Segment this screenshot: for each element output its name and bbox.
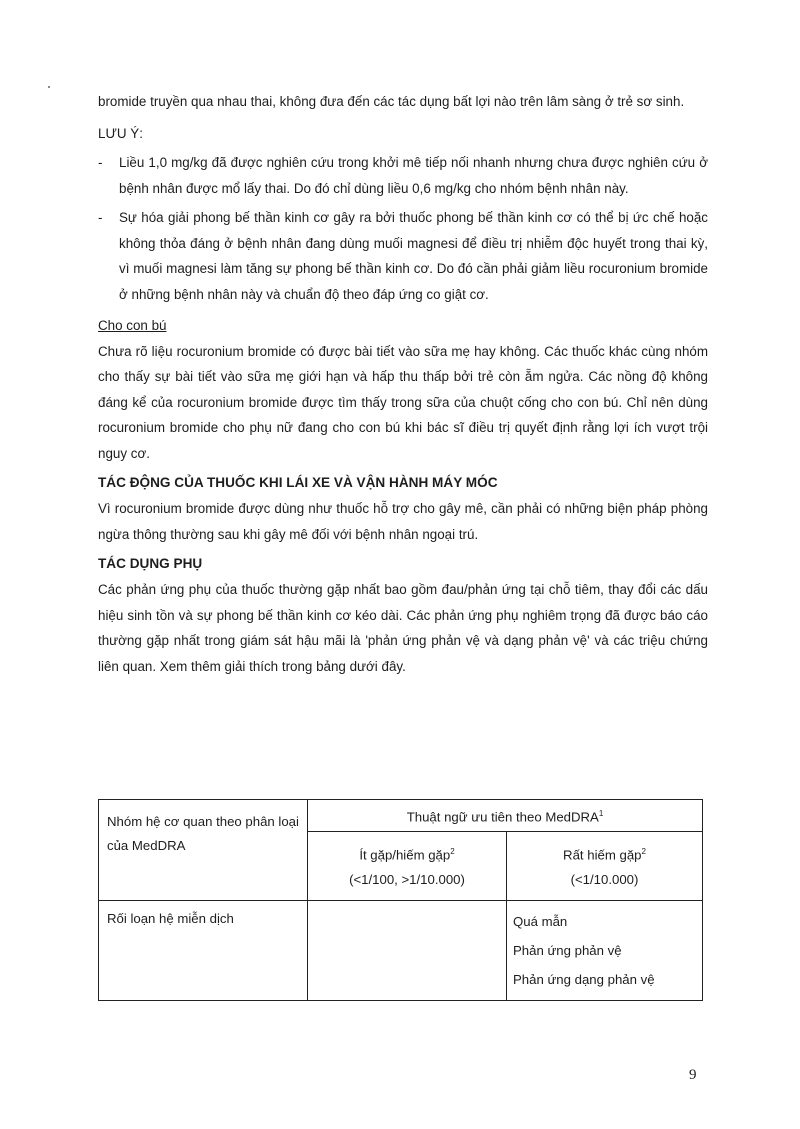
list-item: Phản ứng phản vệ [513, 942, 622, 958]
list-item: Phản ứng dạng phản vệ [513, 971, 655, 987]
notes-list [98, 150, 708, 307]
list-item: Quá mẫn [513, 913, 568, 929]
breastfeeding-paragraph: Chưa rõ liệu rocuronium bromide có được bài tiết vào sữa mẹ hay không. Các thuốc khác cùng nhóm cho thấy sự bài tiết vào sữa mẹ giới hạn và hấp thu thấp bởi trẻ còn ẵm ngửa. Các nồng độ không đáng kể của rocuronium bromide được tìm thấy trong sữa của chuột cống cho con bú. Chỉ nên dùng rocuronium bromide cho phụ nữ đang cho con bú khi bác sĩ điều trị quyết định rằng lợi ích vượt trội nguy cơ. [98, 343, 708, 461]
table-header-uncommon: Ít gặp/hiếm gặp$^2$ (<1/100, >1/10.000) [308, 832, 507, 900]
page-number: 9 [689, 1067, 697, 1083]
table-header-meddra: Thuật ngữ ưu tiên theo MedDRA$^1$ [308, 800, 703, 832]
driving-heading: TÁC ĐỘNG CỦA THUỐC KHI LÁI XE VÀ VẬN HÀNH MÁY MÓC [98, 475, 498, 490]
side-effects-paragraph: Các phản ứng phụ của thuốc thường gặp nhất bao gồm đau/phản ứng tại chỗ tiêm, thay đổi các dấu hiệu sinh tồn và sự phong bế thần kinh cơ kéo dài. Các phản ứng phụ nghiêm trọng đã được báo cáo thường gặp nhất trong giám sát hậu mãi là 'phản ứng phản vệ và dạng phản vệ' và các triệu chứng liên quan. Xem thêm giải thích trong bảng dưới đây. [98, 582, 708, 674]
table-row [99, 900, 703, 1000]
breastfeeding-heading: Cho con bú [98, 318, 167, 333]
table-header-system: Nhóm hệ cơ quan theo phân loại của MedDRA [99, 800, 308, 901]
note-text: Sự hóa giải phong bế thần kinh cơ gây ra bởi thuốc phong bế thần kinh cơ có thể bị ức chế hoặc không thỏa đáng ở bệnh nhân đang dùng muối magnesi để điều trị nhiễm độc huyết trong thai kỳ, vì muối magnesi làm tăng sự phong bế thần kinh cơ. Do đó cần phải giảm liều rocuronium bromide ở những bệnh nhân này và chuẩn độ theo đáp ứng co giật cơ. [119, 210, 708, 302]
page-content [98, 89, 708, 679]
scan-speck [48, 86, 50, 88]
table-cell-system: Rối loạn hệ miễn dịch [99, 900, 308, 1000]
note-text: Liều 1,0 mg/kg đã được nghiên cứu trong khởi mê tiếp nối nhanh nhưng chưa được nghiên cứu ở bệnh nhân được mổ lấy thai. Do đó chỉ dùng liều 0,6 mg/kg cho nhóm bệnh nhân này. [119, 155, 708, 196]
table-header-very-rare: Rất hiếm gặp$^2$ (<1/10.000) [507, 832, 703, 900]
adverse-effects-table [98, 799, 703, 1001]
note-heading: LƯU Ý: [98, 125, 143, 141]
list-item: - Liều 1,0 mg/kg đã được nghiên cứu trong khởi mê tiếp nối nhanh nhưng chưa được nghiên cứu ở bệnh nhân được mổ lấy thai. Do đó chỉ dùng liều 0,6 mg/kg cho nhóm bệnh nhân này. [98, 155, 708, 196]
intro-paragraph: bromide truyền qua nhau thai, không đưa đến các tác dụng bất lợi nào trên lâm sàng ở trẻ sơ sinh. [98, 94, 685, 109]
table-cell-uncommon [308, 900, 507, 1000]
list-item: - Sự hóa giải phong bế thần kinh cơ gây ra bởi thuốc phong bế thần kinh cơ có thể bị ức chế hoặc không thỏa đáng ở bệnh nhân đang dùng muối magnesi để điều trị nhiễm độc huyết trong thai kỳ, vì muối magnesi làm tăng sự phong bế thần kinh cơ. Do đó cần phải giảm liều rocuronium bromide ở những bệnh nhân này và chuẩn độ theo đáp ứng co giật cơ. [98, 210, 708, 302]
side-effects-heading: TÁC DỤNG PHỤ [98, 556, 203, 571]
driving-paragraph: Vì rocuronium bromide được dùng như thuốc hỗ trợ cho gây mê, cần phải có những biện pháp phòng ngừa thông thường sau khi gây mê đối với bệnh nhân ngoại trú. [98, 501, 708, 542]
table-cell-very-rare [507, 900, 703, 1000]
